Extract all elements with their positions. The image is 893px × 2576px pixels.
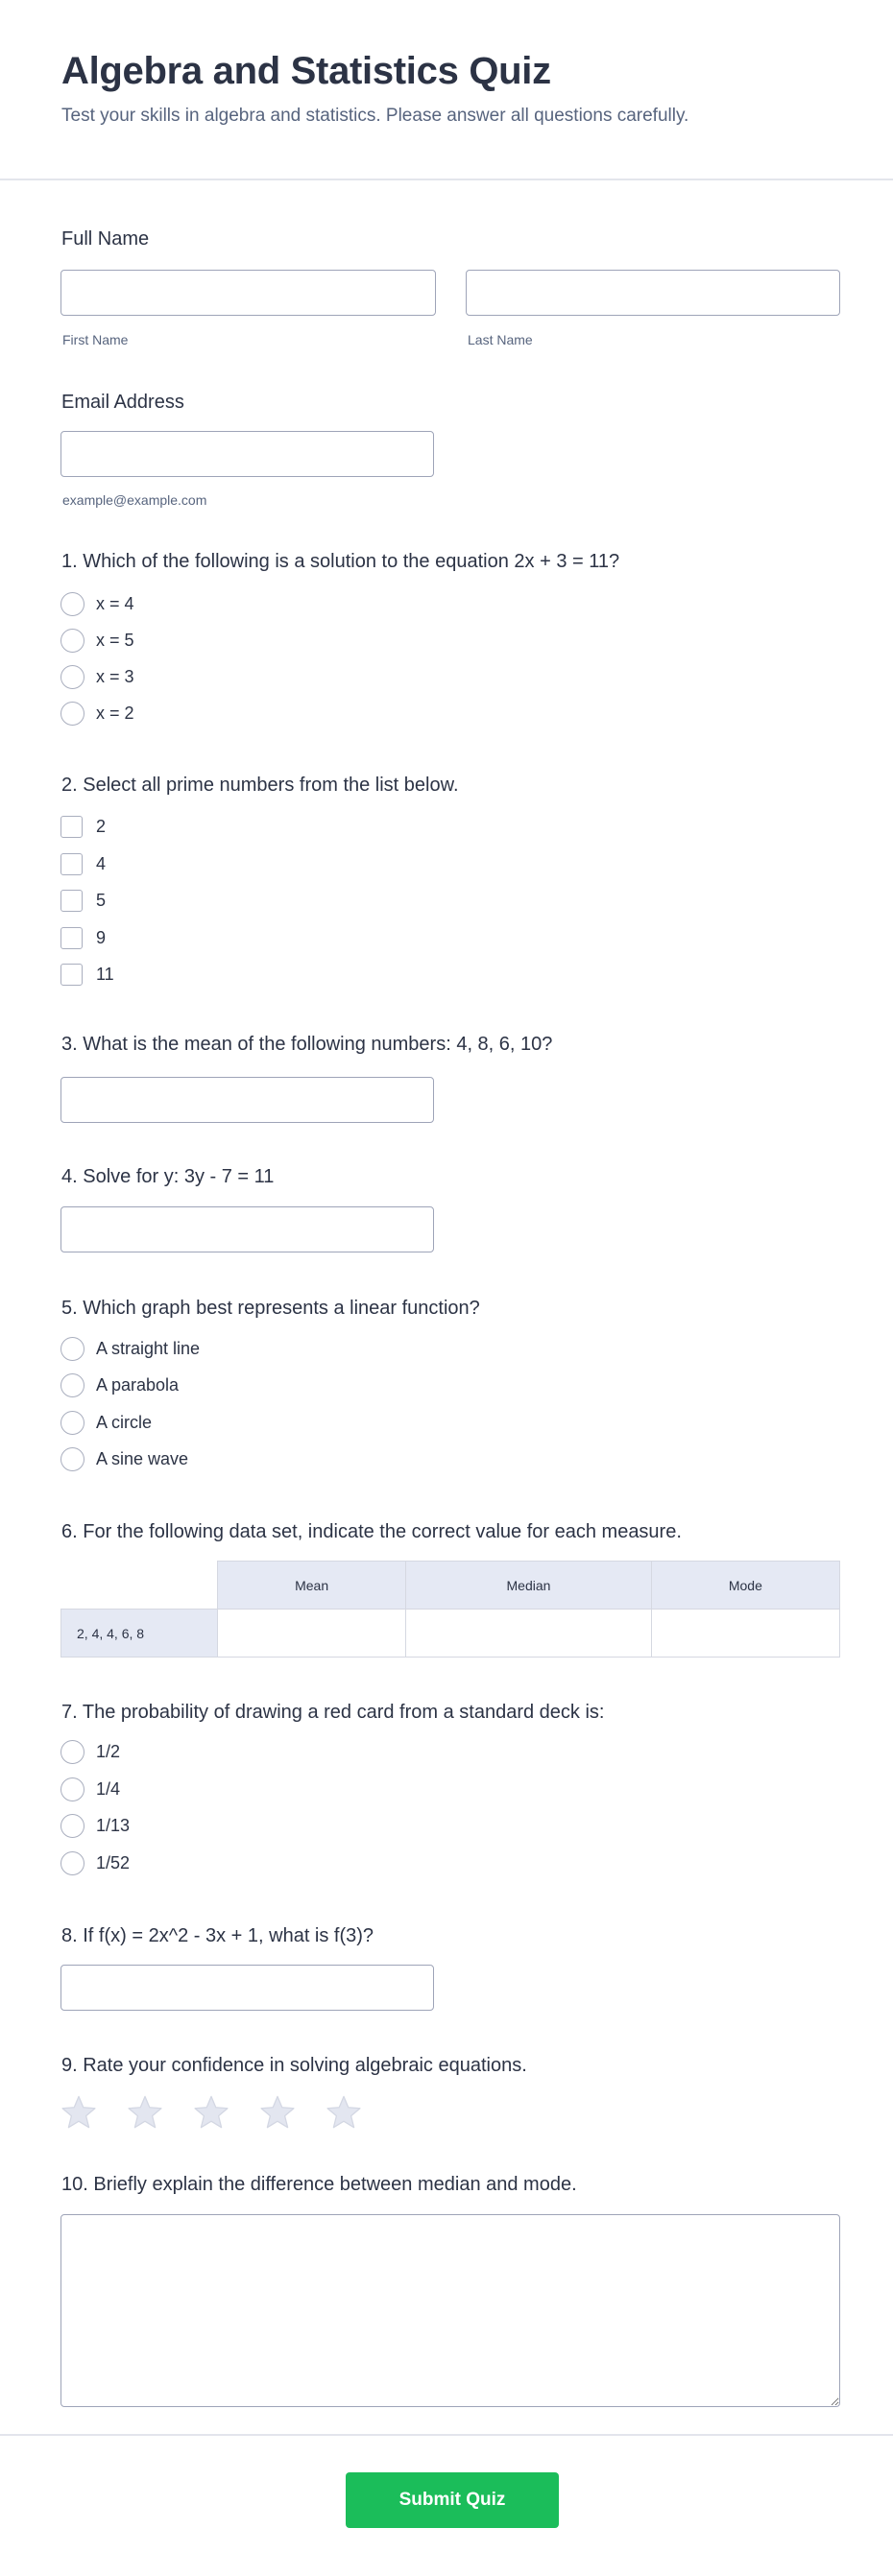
radio-button[interactable] [60, 702, 84, 726]
radio-button[interactable] [60, 1777, 84, 1801]
page-subtitle: Test your skills in algebra and statistics. Please answer all questions carefully. [61, 106, 689, 126]
q2-option[interactable] [60, 964, 114, 986]
star-rating[interactable] [60, 2094, 362, 2131]
checkbox[interactable] [60, 816, 83, 838]
measures-table [60, 1561, 840, 1658]
checkbox[interactable] [60, 927, 83, 949]
option-label: 1/4 [96, 1778, 121, 1799]
option-label: 2 [96, 817, 107, 836]
option-label: A straight line [96, 1339, 201, 1358]
radio-button[interactable] [60, 1337, 84, 1361]
q5-option[interactable] [60, 1411, 152, 1435]
mode-cell[interactable] [651, 1610, 839, 1658]
row-header: 2, 4, 4, 6, 8 [61, 1610, 218, 1658]
question-7-label: 7. The probability of drawing a red card from a standard deck is: [61, 1702, 605, 1723]
question-10-label: 10. Briefly explain the difference between median and mode. [61, 2174, 577, 2195]
question-3-label: 3. What is the mean of the following numbers: 4, 8, 6, 10? [61, 1034, 553, 1055]
option-label: x = 2 [96, 704, 134, 723]
question-3-input[interactable] [60, 1077, 434, 1123]
divider [0, 179, 893, 180]
question-10-textarea[interactable] [60, 2214, 840, 2407]
star-icon[interactable] [60, 2094, 97, 2131]
star-icon[interactable] [127, 2094, 163, 2131]
column-header: Mode [651, 1562, 839, 1610]
column-header: Median [406, 1562, 652, 1610]
checkbox[interactable] [60, 964, 83, 986]
last-name-input[interactable] [466, 270, 840, 316]
option-label: x = 3 [96, 667, 134, 686]
question-4-label: 4. Solve for y: 3y - 7 = 11 [61, 1166, 275, 1187]
first-name-sublabel: First Name [62, 332, 129, 347]
option-label: 1/13 [96, 1816, 131, 1836]
option-label: 11 [96, 965, 114, 984]
email-input[interactable] [60, 431, 434, 477]
median-cell[interactable] [406, 1610, 652, 1658]
q2-option[interactable] [60, 853, 106, 875]
q2-option[interactable] [60, 816, 106, 838]
q7-option[interactable] [60, 1814, 130, 1838]
q7-option[interactable] [60, 1777, 120, 1801]
radio-button[interactable] [60, 1851, 84, 1875]
option-label: A circle [96, 1412, 153, 1432]
q1-option[interactable] [60, 592, 134, 616]
radio-button[interactable] [60, 1814, 84, 1838]
radio-button[interactable] [60, 665, 84, 689]
email-label: Email Address [61, 392, 184, 413]
option-label: A sine wave [96, 1448, 189, 1468]
radio-button[interactable] [60, 1740, 84, 1764]
first-name-input[interactable] [60, 270, 436, 316]
page-title: Algebra and Statistics Quiz [61, 50, 551, 92]
mean-cell[interactable] [218, 1610, 406, 1658]
option-label: 5 [96, 891, 107, 910]
option-label: 4 [96, 853, 107, 873]
email-helper: example@example.com [62, 492, 207, 508]
divider [0, 2434, 893, 2436]
radio-button[interactable] [60, 592, 84, 616]
full-name-label: Full Name [61, 228, 150, 250]
q2-option[interactable] [60, 890, 106, 912]
q5-option[interactable] [60, 1447, 188, 1471]
star-icon[interactable] [326, 2094, 362, 2131]
q7-option[interactable] [60, 1740, 120, 1764]
q1-option[interactable] [60, 665, 134, 689]
table-corner [61, 1562, 218, 1610]
checkbox[interactable] [60, 853, 83, 875]
question-6-label: 6. For the following data set, indicate the correct value for each measure. [61, 1521, 682, 1542]
checkbox[interactable] [60, 890, 83, 912]
radio-button[interactable] [60, 1447, 84, 1471]
q5-option[interactable] [60, 1373, 179, 1397]
question-1-label: 1. Which of the following is a solution to the equation 2x + 3 = 11? [61, 551, 620, 572]
radio-button[interactable] [60, 629, 84, 653]
question-8-input[interactable] [60, 1965, 434, 2011]
q7-option[interactable] [60, 1851, 130, 1875]
q2-option[interactable] [60, 927, 106, 949]
submit-button[interactable]: Submit Quiz [346, 2472, 559, 2528]
option-label: 9 [96, 927, 107, 947]
column-header: Mean [218, 1562, 406, 1610]
radio-button[interactable] [60, 1373, 84, 1397]
question-9-label: 9. Rate your confidence in solving algebraic equations. [61, 2055, 527, 2076]
option-label: 1/52 [96, 1852, 131, 1872]
question-2-label: 2. Select all prime numbers from the list below. [61, 775, 459, 796]
radio-button[interactable] [60, 1411, 84, 1435]
q5-option[interactable] [60, 1337, 200, 1361]
option-label: x = 5 [96, 631, 134, 650]
option-label: x = 4 [96, 594, 134, 613]
option-label: A parabola [96, 1375, 180, 1395]
question-8-label: 8. If f(x) = 2x^2 - 3x + 1, what is f(3)? [61, 1925, 374, 1946]
star-icon[interactable] [259, 2094, 296, 2131]
q1-option[interactable] [60, 629, 134, 653]
option-label: 1/2 [96, 1742, 121, 1761]
question-4-input[interactable] [60, 1206, 434, 1252]
q1-option[interactable] [60, 702, 134, 726]
question-5-label: 5. Which graph best represents a linear function? [61, 1298, 480, 1319]
last-name-sublabel: Last Name [468, 332, 533, 347]
star-icon[interactable] [193, 2094, 229, 2131]
